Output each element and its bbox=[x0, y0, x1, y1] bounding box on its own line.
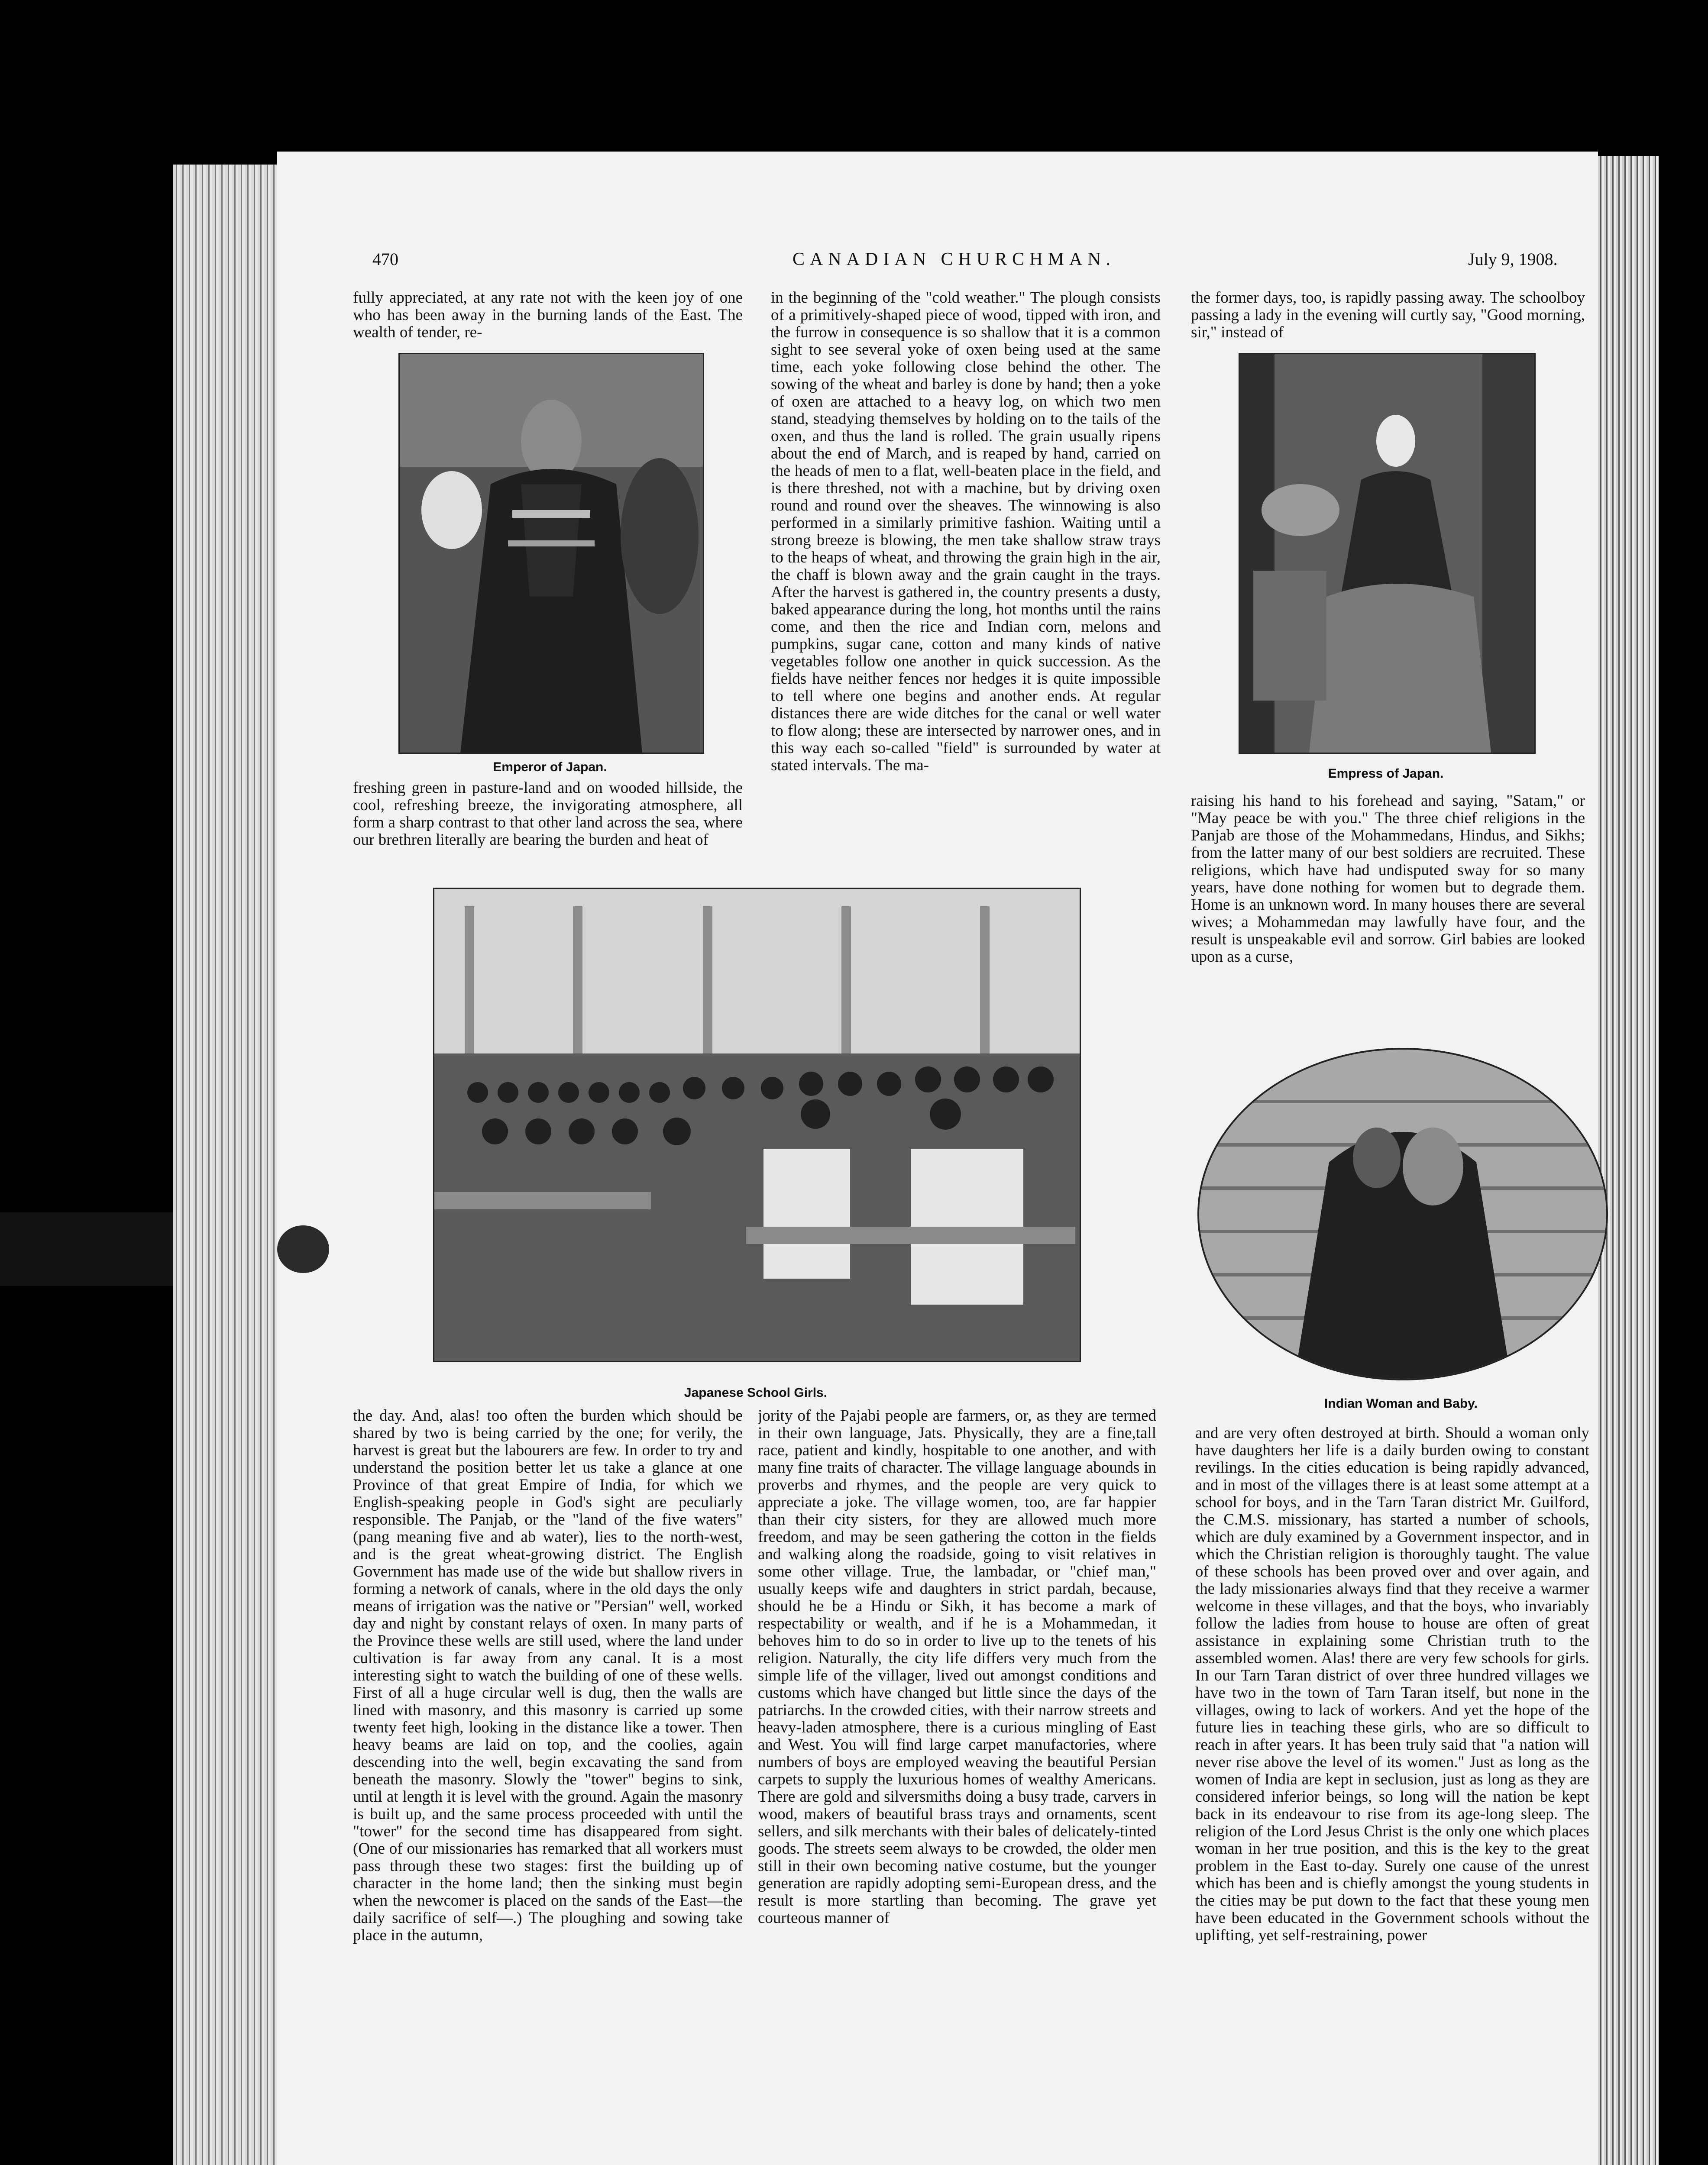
emperor-photo bbox=[398, 353, 704, 754]
journal-title: CANADIAN CHURCHMAN. bbox=[793, 249, 1116, 269]
paragraph: in the beginning of the "cold weather." The plough consists of a primitively-shaped piece of wood, tipped with iron, and the furrow in consequence is so shallow that it is a common sight to see several yoke of oxen being used at the same time, each yoke following close behind the other. The sowing of the wheat and barley is done by hand; then a yoke of oxen are attached to a heavy log, on which two men stand, steadying themselves by holding on to the tails of the oxen, and thus the land is rolled. The grain usually ripens about the end of March, and is reaped by hand, carried on the heads of men to a flat, well-beaten place in the field, and is there threshed, not with a machine, but by driving oxen round and round over the sheaves. The winnowing is also performed in a similarly primitive fashion. Waiting until a strong breeze is blowing, the men take shallow straw trays to the heaps of wheat, and throwing the grain high in the air, the chaff is blown away and the grain caught in the trays. After the harvest is gathered in, the country presents a dusty, baked appearance during the long, hot months until the rains come, and then the rice and Indian corn, melons and pumpkins, sugar cane, cotton and many kinds of native vegetables follow one another in quick succession. As the fields have neither fences nor hedges it is quite impossible to tell where one begins and another ends. At regular distances there are wide ditches for the canal or well water to flow along; these are intersected by narrower ones, and in this way each so-called "field" is surrounded by water at stated intervals. The ma- bbox=[771, 289, 1161, 774]
issue-date: July 9, 1908. bbox=[1468, 249, 1558, 269]
thumb-tip bbox=[277, 1225, 329, 1273]
school-girls-photo bbox=[433, 888, 1081, 1362]
book-page-edges-left bbox=[173, 165, 286, 2165]
paragraph: and are very often destroyed at birth. Should a woman only have daughters her life is a daily burden owing to constant revilings. In the cities education is being rapidly advanced, and in most of the villages there is at least some attempt at a school for boys, and in the Tarn Taran district Mr. Guilford, the C.M.S. missionary, has started a number of schools, which are duly examined by a Government inspector, and in which the Christian religion is thoroughly taught. The value of these schools has been proved over and over again, and the lady missionaries always find that they receive a warmer welcome in these villages, and that the boys, who invariably follow the ladies from house to house are often of great assistance in explaining some Christian truth to the assembled women. Alas! there are very few schools for girls. In our Tarn Taran district of over three hundred villages we have two in the town of Tarn Taran itself, but none in the villages, owing to lack of workers. And yet the hope of the future lies in teaching these girls, who are so difficult to reach in after years. It has been truly said that "a nation will never rise above the level of its women." Just as long as the women of India are kept in seclusion, just as long as they are considered inferior beings, so long will the nation be kept back in its endeavour to rise from its age-long sleep. The religion of the Lord Jesus Christ is the only one which places woman in her true position, and this is the key to the great problem in the East to-day. Surely one cause of the unrest which has been and is chiefly amongst the young students in the cities may be put down to the fact that these young men have been educated in the Government schools without the uplifting, yet self-restraining, power bbox=[1195, 1425, 1589, 1944]
column-1-top-text bbox=[353, 289, 743, 346]
column-2-top-text bbox=[771, 289, 1161, 869]
indian-woman-photo bbox=[1197, 1048, 1608, 1380]
book-page-edges-right bbox=[1598, 156, 1659, 2165]
page-number: 470 bbox=[372, 249, 398, 269]
column-3-top-text bbox=[1191, 289, 1585, 346]
paragraph: fully appreciated, at any rate not with the keen joy of one who has been away in the burning lands of the East. The wealth of tender, re- bbox=[353, 289, 743, 341]
paragraph: the former days, too, is rapidly passing away. The schoolboy passing a lady in the evening will curtly say, "Good morning, sir," instead of bbox=[1191, 289, 1585, 341]
paragraph: the day. And, alas! too often the burden which should be shared by two is being carried by the one; for verily, the harvest is great but the labourers are few. In order to try and understand the position better let us take a glance at one Province of that great Empire of India, for which we English-speaking people in God's sight are peculiarly responsible. The Panjab, or the "land of the five waters" (pang meaning five and ab water), lies to the north-west, and is the great wheat-growing district. The English Government has made use of the wide but shallow rivers in forming a network of canals, where in the old days the only means of irrigation was the native or "Persian" well, worked day and night by constant relays of oxen. In many parts of the Province these wells are still used, where the land under cultivation is far away from any canal. It is a most interesting sight to watch the building of one of these wells. First of all a huge circular well is dug, then the walls are lined with masonry, and this masonry is carried up some twenty feet high, looking in the distance like a tower. Then heavy beams are laid on top, and the coolies, again descending into the well, begin excavating the sand from beneath the masonry. Slowly the "tower" begins to sink, until at length it is level with the ground. Again the masonry is built up, and the same process proceeded with until the "tower" for the second time has disappeared from sight. (One of our missionaries has remarked that all workers must pass through these two stages: first the building up of character in the home land; then the sinking must begin when the newcomer is placed on the sands of the East—the daily sacrifice of self—.) The ploughing and sowing take place in the autumn, bbox=[353, 1407, 743, 1944]
empress-caption: Empress of Japan. bbox=[1328, 766, 1444, 781]
paragraph: jority of the Pajabi people are farmers, or, as they are termed in their own language, Jats. Physically, they are a fine,tall race, patient and kindly, hospitable to one another, and with many fine traits of character. The village language abounds in proverbs and rhymes, and the people are very quick to appreciate a joke. The village women, too, are far happier than their city sisters, for they are allowed much more freedom, and may be seen gathering the cotton in the fields and walking along the roadside, going to visit relatives in some other village. True, the lambadar, or "chief man," usually keeps wife and daughters in strict pardah, because, should he be a Hindu or Sikh, it has become a mark of respectability or wealth, and if he is a Mohammedan, it behoves him to do so in order to live up to the tenets of his religion. Naturally, the city life differs very much from the simple life of the villager, lived out amongst conditions and customs which have changed but little since the days of the patriarchs. In the crowded cities, with their narrow streets and heavy-laden atmosphere, there is a curious mingling of East and West. You will find large carpet manufactories, where numbers of boys are employed weaving the beautiful Persian carpets to supply the luxurious homes of wealthy Americans. There are gold and silversmiths doing a busy trade, carvers in wood, makers of beautiful brass trays and ornaments, scent sellers, and silk merchants with their bales of delicately-tinted goods. The streets seem always to be crowded, the older men still in their own becoming native costume, but the younger generation are rapidly adopting semi-European dress, and the result is more startling than becoming. The grave yet courteous manner of bbox=[758, 1407, 1156, 1927]
empress-photo bbox=[1239, 353, 1536, 754]
column-1-bottom-text bbox=[353, 1407, 743, 2113]
indian-woman-caption: Indian Woman and Baby. bbox=[1324, 1396, 1478, 1411]
emperor-caption: Emperor of Japan. bbox=[493, 760, 607, 774]
paragraph: freshing green in pasture-land and on wooded hillside, the cool, refreshing breeze, the invigorating atmosphere, all form a sharp contrast to that other land across the sea, where our brethren literally are bearing the burden and heat of bbox=[353, 779, 743, 849]
column-3-middle-text bbox=[1191, 792, 1585, 1026]
column-1-middle-text bbox=[353, 779, 743, 870]
column-2-bottom-text bbox=[758, 1407, 1156, 2113]
column-3-bottom-text bbox=[1195, 1425, 1589, 2113]
paragraph: raising his hand to his forehead and saying, "Satam," or "May peace be with you." The three chief religions in the Panjab are those of the Mohammedans, Hindus, and Sikhs; from the latter many of our best soldiers are recruited. These religions, which have had undisputed sway for so many years, have done nothing for women but to degrade them. Home is an unknown word. In many houses there are several wives; a Mohammedan may lawfully have four, and the result is unspeakable evil and sorrow. Girl babies are looked upon as a curse, bbox=[1191, 792, 1585, 966]
school-girls-caption: Japanese School Girls. bbox=[684, 1386, 828, 1400]
